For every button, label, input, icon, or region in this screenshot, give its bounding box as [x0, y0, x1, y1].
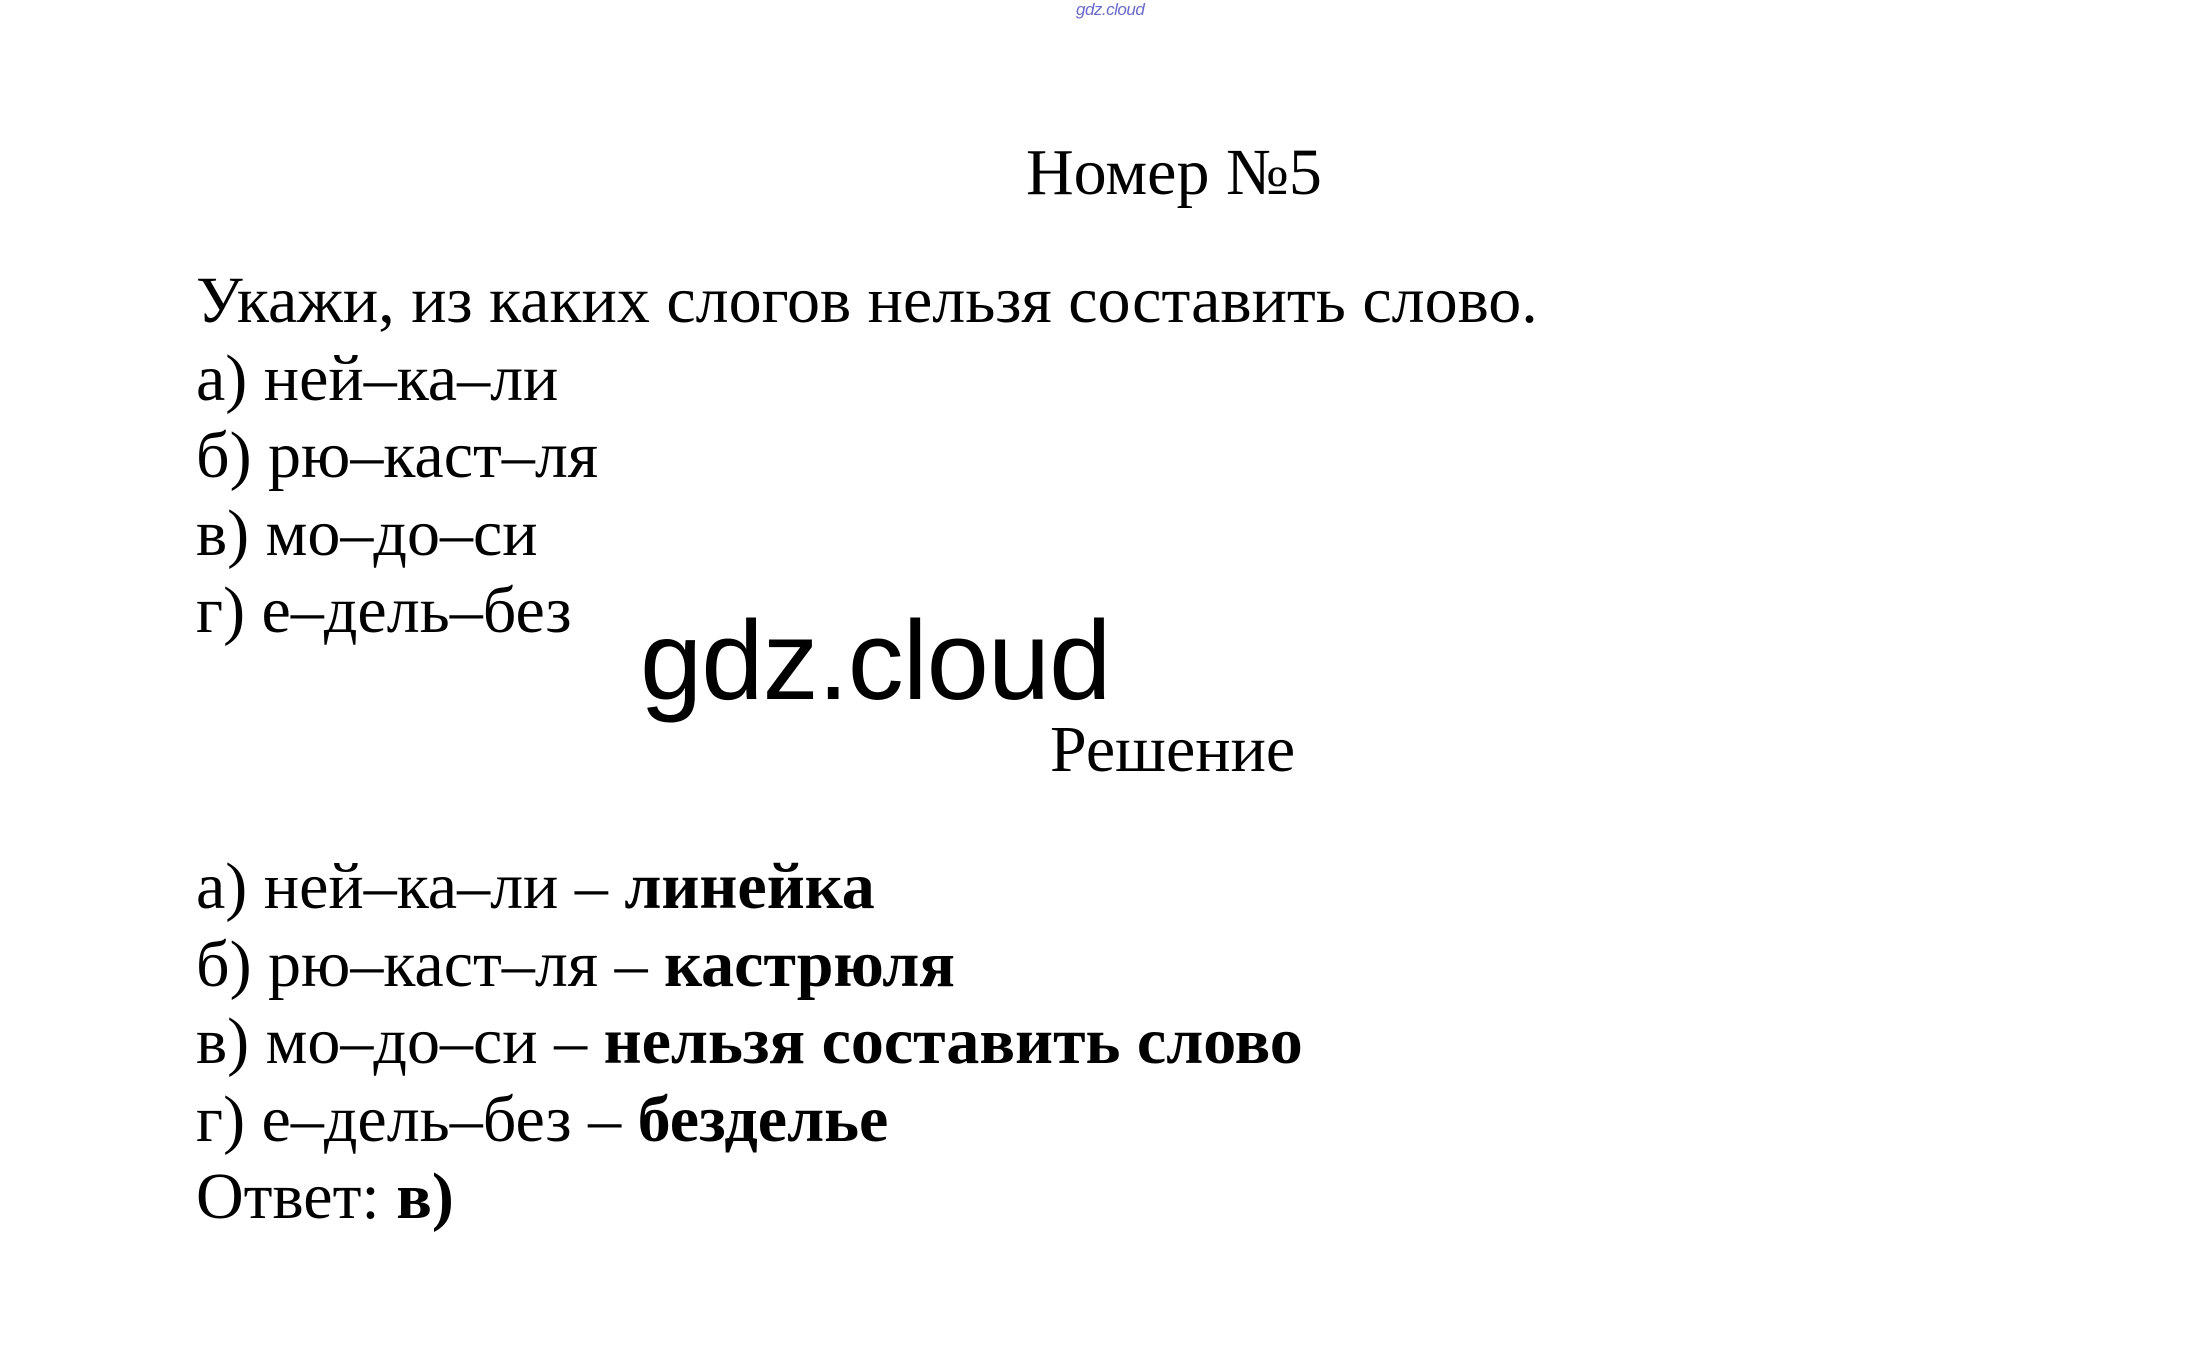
- solution-word: безделье: [637, 1082, 889, 1156]
- task-option-c: в) мо–до–си: [196, 496, 538, 570]
- task-option-d: г) е–дель–без: [196, 574, 572, 647]
- answer-value: в): [396, 1160, 454, 1233]
- task-question: Укажи, из каких слогов нельзя составить слово.: [196, 264, 1538, 337]
- solution-line-a: [196, 848, 1303, 926]
- solution-syllables: а) ней–ка–ли –: [196, 850, 625, 923]
- task-option-b: б) рю–каст–ля: [196, 419, 599, 492]
- solution-block: [196, 848, 1303, 1236]
- final-answer: [196, 1158, 1303, 1236]
- task-option-a: а) ней–ка–ли: [196, 341, 559, 415]
- solution-line-c: [196, 1003, 1303, 1081]
- solution-word: линейка: [624, 850, 875, 923]
- solution-syllables: г) е–дель–без –: [196, 1082, 638, 1156]
- solution-line-b: [196, 926, 1303, 1004]
- solution-syllables: в) мо–до–си –: [196, 1005, 604, 1078]
- site-watermark: gdz.cloud: [640, 598, 1111, 723]
- answer-label: Ответ:: [196, 1160, 397, 1233]
- task-block: [196, 262, 1538, 650]
- solution-word: нельзя составить слово: [603, 1005, 1303, 1078]
- solution-syllables: б) рю–каст–ля –: [196, 927, 665, 1001]
- top-site-watermark: gdz.cloud: [1076, 0, 1145, 19]
- solution-word: кастрюля: [664, 927, 955, 1001]
- solution-line-d: [196, 1081, 1303, 1159]
- page-title: Номер №5: [1026, 136, 1322, 209]
- solution-title: Решение: [1050, 713, 1296, 786]
